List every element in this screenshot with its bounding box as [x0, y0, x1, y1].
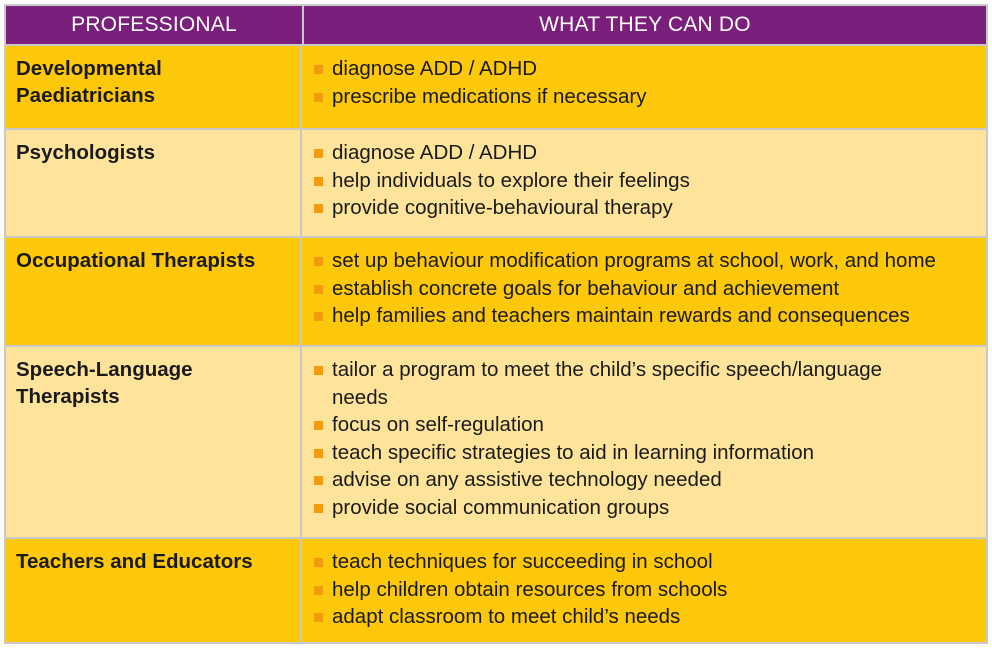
table-row: [6, 46, 986, 130]
square-bullet-icon: [314, 421, 323, 430]
list-item: prescribe medications if necessary: [314, 83, 978, 111]
professionals-table: [4, 4, 988, 644]
actions-list: [302, 238, 986, 345]
square-bullet-icon: [314, 586, 323, 595]
list-item: help individuals to explore their feelings: [314, 167, 978, 195]
table-row: [6, 238, 986, 347]
table-row: [6, 539, 986, 642]
professional-label: Teachers and Educators: [16, 550, 253, 573]
professional-name: [6, 539, 302, 642]
list-item: focus on self-regulation: [314, 411, 978, 439]
list-item: help children obtain resources from schools: [314, 576, 978, 604]
square-bullet-icon: [314, 366, 323, 375]
list-item: teach techniques for succeeding in school: [314, 548, 978, 576]
list-item: provide social communication groups: [314, 494, 978, 522]
list-item: teach specific strategies to aid in learning information: [314, 439, 978, 467]
professional-name: [6, 238, 302, 345]
square-bullet-icon: [314, 285, 323, 294]
actions-list: [302, 46, 986, 128]
square-bullet-icon: [314, 449, 323, 458]
list-item: adapt classroom to meet child’s needs: [314, 603, 978, 631]
square-bullet-icon: [314, 613, 323, 622]
professional-label: Occupational Therapists: [16, 249, 256, 272]
square-bullet-icon: [314, 504, 323, 513]
square-bullet-icon: [314, 558, 323, 567]
professional-label: Speech-Language Therapists: [16, 358, 193, 408]
professional-name: [6, 46, 302, 128]
professional-name: [6, 347, 302, 537]
table-header: [6, 6, 986, 46]
actions-list: [302, 539, 986, 642]
list-item: diagnose ADD / ADHD: [314, 55, 978, 83]
professional-name: [6, 130, 302, 236]
square-bullet-icon: [314, 476, 323, 485]
header-what-they-can-do: WHAT THEY CAN DO: [539, 13, 751, 36]
square-bullet-icon: [314, 93, 323, 102]
list-item: establish concrete goals for behaviour and achievement: [314, 275, 978, 303]
table-row: [6, 130, 986, 238]
square-bullet-icon: [314, 312, 323, 321]
list-item: set up behaviour modification programs at school, work, and home: [314, 247, 978, 275]
square-bullet-icon: [314, 204, 323, 213]
header-professional: PROFESSIONAL: [6, 6, 304, 44]
professional-label: Developmental Paediatricians: [16, 57, 162, 107]
table-row: [6, 347, 986, 539]
professional-label: Psychologists: [16, 141, 155, 164]
square-bullet-icon: [314, 177, 323, 186]
actions-list: [302, 130, 986, 236]
list-item: provide cognitive-behavioural therapy: [314, 194, 978, 222]
list-item: help families and teachers maintain rewards and consequences: [314, 302, 978, 330]
actions-list: [302, 347, 986, 537]
list-item: tailor a program to meet the child’s specific speech/language needs: [314, 356, 978, 411]
square-bullet-icon: [314, 149, 323, 158]
square-bullet-icon: [314, 257, 323, 266]
square-bullet-icon: [314, 65, 323, 74]
list-item: diagnose ADD / ADHD: [314, 139, 978, 167]
list-item: advise on any assistive technology needed: [314, 466, 978, 494]
